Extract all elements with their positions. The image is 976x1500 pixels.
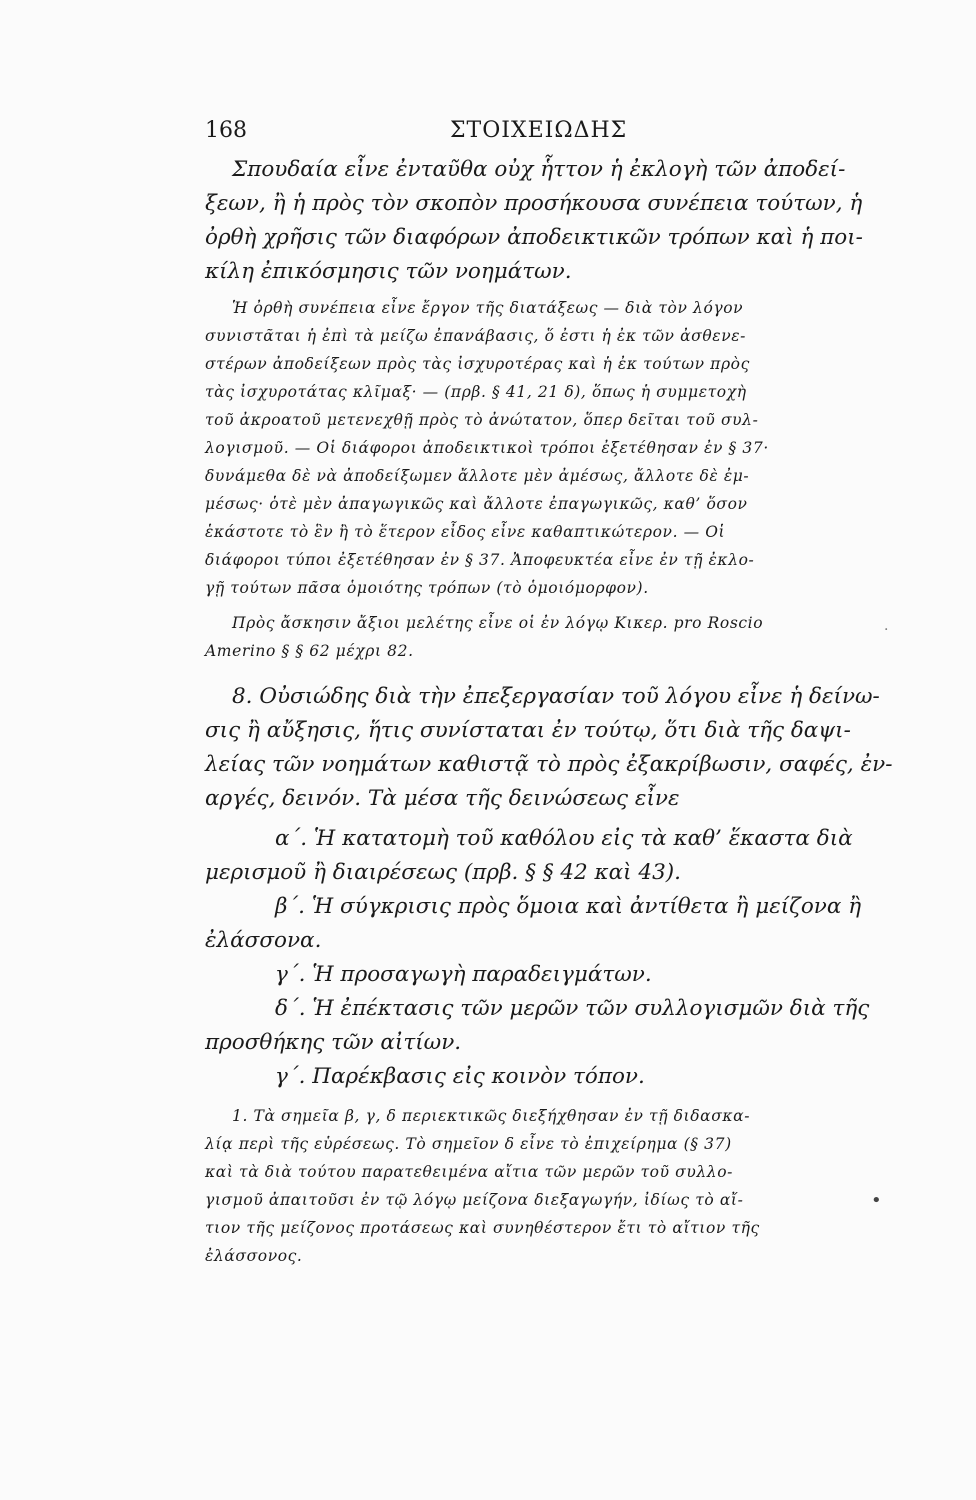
margin-mark: ·	[884, 622, 889, 638]
text-line: στέρων ἀποδείξεων πρὸς τὰς ἰσχυροτέρας καὶ ἡ ἐκ τούτων πρὸς	[205, 355, 750, 373]
text-line: προσθήκης τῶν αἰτίων.	[205, 1030, 462, 1055]
text-line: διάφοροι τύποι ἐξετέθησαν ἐν § 37. Ἀποφευκτέα εἶνε ἐν τῇ ἐκλο-	[205, 551, 755, 569]
text-line: ἐλάσσονα.	[205, 928, 322, 953]
text-line: τὰς ἰσχυροτάτας κλῖμαξ· — (πρβ. § 41, 21 δ), ὅπως ἡ συμμετοχὴ	[205, 383, 747, 401]
text-line: σις ἢ αὔξησις, ἥτις συνίσταται ἐν τούτῳ, ὅτι διὰ τῆς δαψι-	[205, 718, 851, 743]
list-item-alpha: α΄. Ἡ κατατομὴ τοῦ καθόλου εἰς τὰ καθ’ ἕκαστα διὰ	[275, 826, 853, 851]
list-item-epsilon: γ΄. Παρέκβασις εἰς κοινὸν τόπον.	[275, 1064, 645, 1089]
text-line: ἑκάστοτε τὸ ἓν ἢ τὸ ἕτερον εἶδος εἶνε καθαπτικώτερον. — Οἱ	[205, 523, 726, 541]
note-line: 1. Τὰ σημεῖα β, γ, δ περιεκτικῶς διεξήχθησαν ἐν τῇ διδασκα-	[232, 1107, 751, 1125]
text-line: αργές, δεινόν. Τὰ μέσα τῆς δεινώσεως εἶνε	[205, 786, 680, 811]
note-line: γισμοῦ ἀπαιτοῦσι ἐν τῷ λόγῳ μείζονα διεξαγωγήν, ἰδίως τὸ αἴ-	[205, 1191, 744, 1209]
text-line: Πρὸς ἄσκησιν ἄξιοι μελέτης εἶνε οἱ ἐν λόγῳ Κικερ. pro Roscio	[232, 614, 764, 632]
text-line: λογισμοῦ. — Οἱ διάφοροι ἀποδεικτικοὶ τρόποι ἐξετέθησαν ἐν § 37·	[205, 439, 769, 457]
text-line: κίλη ἐπικόσμησις τῶν νοημάτων.	[205, 259, 572, 284]
text-line: δυνάμεθα δὲ νὰ ἀποδείξωμεν ἄλλοτε μὲν ἀμέσως, ἄλλοτε δὲ ἐμ-	[205, 467, 750, 485]
text-line: γῇ τούτων πᾶσα ὁμοιότης τρόπων (τὸ ὁμοιόμορφον).	[205, 579, 649, 597]
text-line: Amerino § § 62 μέχρι 82.	[205, 642, 414, 660]
text-line: λείας τῶν νοημάτων καθιστᾷ τὸ πρὸς ἐξακρίβωσιν, σαφές, ἐν-	[205, 752, 893, 777]
text-line: τοῦ ἀκροατοῦ μετενεχθῇ πρὸς τὸ ἀνώτατον, ὅπερ δεῖται τοῦ συλ-	[205, 411, 759, 429]
text-line: μερισμοῦ ἢ διαιρέσεως (πρβ. § § 42 καὶ 43).	[205, 860, 681, 885]
section-heading-line: 8. Οὐσιώδης διὰ τὴν ἐπεξεργασίαν τοῦ λόγου εἶνε ἡ δείνω-	[232, 684, 880, 709]
text-line: Ἡ ὀρθὴ συνέπεια εἶνε ἔργον τῆς διατάξεως — διὰ τὸν λόγον	[232, 299, 744, 317]
running-title: ΣΤΟΙΧΕΙΩΔΗΣ	[450, 118, 628, 143]
text-line: ξεων, ἢ ἡ πρὸς τὸν σκοπὸν προσήκουσα συνέπεια τούτων, ἡ	[205, 191, 863, 216]
note-line: καὶ τὰ διὰ τούτου παρατεθειμένα αἴτια τῶν μερῶν τοῦ συλλο-	[205, 1163, 733, 1181]
text-line: συνιστᾶται ἡ ἐπὶ τὰ μείζω ἐπανάβασις, ὅ ἐστι ἡ ἐκ τῶν ἀσθενε-	[205, 327, 746, 345]
list-item-beta: β΄. Ἡ σύγκρισις πρὸς ὅμοια καὶ ἀντίθετα ἢ μείζονα ἢ	[275, 894, 862, 919]
note-line: τιον τῆς μείζονος προτάσεως καὶ συνηθέστερον ἔτι τὸ αἴτιον τῆς	[205, 1219, 760, 1237]
note-line: λίᾳ περὶ τῆς εὑρέσεως. Τὸ σημεῖον δ εἶνε τὸ ἐπιχείρημα (§ 37)	[205, 1135, 732, 1153]
text-line: ὀρθὴ χρῆσις τῶν διαφόρων ἀποδεικτικῶν τρόπων καὶ ἡ ποι-	[205, 225, 863, 250]
text-line: μέσως· ὁτὲ μὲν ἀπαγωγικῶς καὶ ἄλλοτε ἐπαγωγικῶς, καθ’ ὅσον	[205, 495, 748, 513]
page-number: 168	[205, 118, 247, 143]
list-item-delta: δ΄. Ἡ ἐπέκτασις τῶν μερῶν τῶν συλλογισμῶν διὰ τῆς	[275, 996, 870, 1021]
text-line: Σπουδαία εἶνε ἐνταῦθα οὐχ ἧττον ἡ ἐκλογὴ τῶν ἀποδεί-	[232, 157, 846, 182]
list-item-gamma: γ΄. Ἡ προσαγωγὴ παραδειγμάτων.	[275, 962, 652, 987]
note-line: ἐλάσσονος.	[205, 1247, 303, 1265]
margin-dot: •	[871, 1190, 882, 1211]
